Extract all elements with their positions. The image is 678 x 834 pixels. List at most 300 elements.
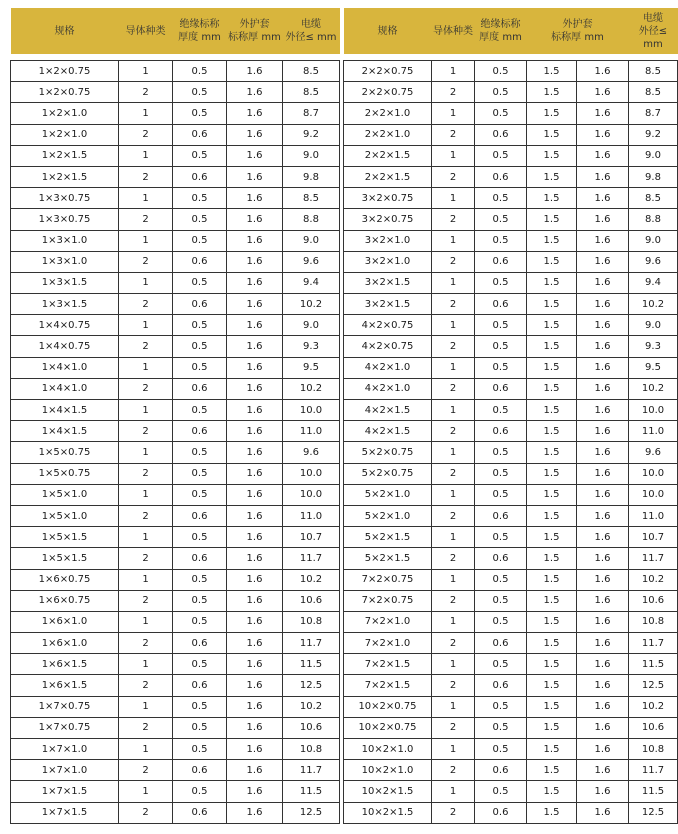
header-sheath-line: 标称厚 mm: [228, 32, 281, 43]
table-cell: 1.6: [227, 696, 283, 717]
table-cell: 7×2×1.0: [344, 611, 432, 632]
table-cell: 7×2×0.75: [344, 590, 432, 611]
header-diameter-line: 电缆: [643, 12, 663, 24]
table-cell: 1.5: [527, 209, 577, 230]
table-cell: 11.7: [283, 760, 340, 781]
table-cell: 10.0: [283, 400, 340, 421]
table-cell: 1: [119, 400, 173, 421]
table-row: [11, 590, 340, 611]
table-cell: 4×2×0.75: [344, 336, 432, 357]
table-cell: 1.6: [227, 294, 283, 315]
table-cell: 8.5: [629, 82, 678, 103]
header-diameter-line: 电缆: [301, 19, 321, 30]
table-cell: 10.0: [629, 484, 678, 505]
table-cell: 1.6: [227, 230, 283, 251]
table-cell: 2×2×1.0: [344, 124, 432, 145]
table-cell: 1×5×1.0: [11, 505, 119, 526]
table-cell: 4×2×1.5: [344, 421, 432, 442]
table-cell: 0.5: [475, 590, 527, 611]
table-cell: 11.5: [283, 781, 340, 802]
table-cell: 0.5: [173, 611, 227, 632]
table-cell: 1: [432, 103, 475, 124]
table-cell: 9.8: [283, 166, 340, 187]
table-row: [11, 654, 340, 675]
table-cell: 2: [432, 294, 475, 315]
table-cell: 1: [119, 781, 173, 802]
table-cell: 1.6: [577, 527, 629, 548]
table-cell: 8.5: [283, 188, 340, 209]
table-cell: 8.8: [629, 209, 678, 230]
table-cell: 11.7: [283, 633, 340, 654]
table-row: [11, 400, 340, 421]
table-row: [344, 336, 678, 357]
table-cell: 11.7: [629, 633, 678, 654]
table-cell: 1×3×1.5: [11, 272, 119, 293]
table-row: [344, 590, 678, 611]
table-row: [11, 61, 340, 82]
table-cell: 11.7: [629, 760, 678, 781]
table-cell: 1.6: [577, 633, 629, 654]
table-cell: 1.6: [227, 336, 283, 357]
table-cell: 1.6: [227, 739, 283, 760]
table-row: [11, 527, 340, 548]
table-row: [344, 166, 678, 187]
table-cell: 1×2×0.75: [11, 61, 119, 82]
table-cell: 1×7×0.75: [11, 696, 119, 717]
table-cell: 2: [119, 505, 173, 526]
table-cell: 2: [432, 633, 475, 654]
table-cell: 1.5: [527, 230, 577, 251]
table-row: [11, 760, 340, 781]
table-cell: 3×2×1.0: [344, 230, 432, 251]
table-cell: 9.2: [629, 124, 678, 145]
table-cell: 1×2×1.0: [11, 124, 119, 145]
table-cell: 2: [119, 717, 173, 738]
table-cell: 10×2×0.75: [344, 717, 432, 738]
table-cell: 1.6: [577, 590, 629, 611]
table-cell: 1×6×0.75: [11, 590, 119, 611]
table-cell: 4×2×0.75: [344, 315, 432, 336]
table-cell: 2: [119, 760, 173, 781]
table-header: [344, 8, 678, 54]
table-cell: 0.5: [475, 61, 527, 82]
table-cell: 0.6: [173, 166, 227, 187]
table-cell: 10.0: [629, 463, 678, 484]
table-cell: 1.6: [577, 484, 629, 505]
table-cell: 1.6: [577, 124, 629, 145]
table-cell: 2: [432, 124, 475, 145]
table-cell: 9.0: [629, 145, 678, 166]
table-cell: 1.6: [227, 633, 283, 654]
table-row: [344, 569, 678, 590]
table-cell: 1.5: [527, 124, 577, 145]
table-cell: 1.6: [577, 378, 629, 399]
table-cell: 1×3×1.0: [11, 251, 119, 272]
table-cell: 1.6: [227, 675, 283, 696]
table-cell: 9.6: [629, 251, 678, 272]
table-cell: 0.6: [173, 760, 227, 781]
table-cell: 0.5: [475, 442, 527, 463]
table-cell: 2: [432, 166, 475, 187]
table-cell: 1.5: [527, 166, 577, 187]
table-cell: 1: [432, 442, 475, 463]
table-cell: 1×6×1.0: [11, 611, 119, 632]
table-cell: 1×5×1.5: [11, 527, 119, 548]
table-cell: 8.7: [283, 103, 340, 124]
table-cell: 0.6: [475, 251, 527, 272]
table-cell: 0.6: [475, 633, 527, 654]
table-row: [11, 781, 340, 802]
table-row: [11, 633, 340, 654]
table-cell: 8.5: [629, 188, 678, 209]
table-cell: 1.6: [227, 463, 283, 484]
table-cell: 10×2×1.5: [344, 781, 432, 802]
table-cell: 8.8: [283, 209, 340, 230]
table-cell: 1: [119, 357, 173, 378]
table-cell: 1.5: [527, 251, 577, 272]
table-cell: 0.5: [173, 484, 227, 505]
table-cell: 1.6: [227, 760, 283, 781]
table-cell: 0.6: [173, 251, 227, 272]
table-cell: 10.2: [283, 569, 340, 590]
table-cell: 1.6: [227, 272, 283, 293]
table-cell: 10.0: [283, 484, 340, 505]
table-cell: 1: [432, 357, 475, 378]
table-cell: 1.5: [527, 272, 577, 293]
table-cell: 0.5: [173, 696, 227, 717]
table-cell: 1×7×0.75: [11, 717, 119, 738]
table-cell: 1.5: [527, 336, 577, 357]
table-cell: 0.5: [173, 145, 227, 166]
table-cell: 0.6: [173, 294, 227, 315]
table-cell: 1×6×1.5: [11, 654, 119, 675]
table-row: [344, 103, 678, 124]
table-cell: 1.5: [527, 675, 577, 696]
table-row: [344, 654, 678, 675]
table-cell: 1.5: [527, 463, 577, 484]
table-cell: 1×7×1.0: [11, 760, 119, 781]
table-row: [344, 421, 678, 442]
table-cell: 10.2: [283, 294, 340, 315]
table-row: [344, 717, 678, 738]
table-cell: 1.5: [527, 421, 577, 442]
table-cell: 0.5: [475, 611, 527, 632]
table-cell: 1.5: [527, 527, 577, 548]
table-cell: 1: [119, 315, 173, 336]
table-cell: 1: [432, 400, 475, 421]
table-cell: 10.2: [629, 378, 678, 399]
table-cell: 1.6: [227, 442, 283, 463]
table-row: [11, 188, 340, 209]
table-cell: 1: [119, 654, 173, 675]
table-cell: 1: [432, 739, 475, 760]
table-cell: 1.5: [527, 590, 577, 611]
table-cell: 10×2×1.0: [344, 760, 432, 781]
table-cell: 8.5: [283, 61, 340, 82]
table-cell: 1.5: [527, 442, 577, 463]
table-row: [344, 145, 678, 166]
table-cell: 1.5: [527, 505, 577, 526]
table-cell: 1.5: [527, 484, 577, 505]
table-cell: 1: [119, 188, 173, 209]
table-cell: 1×2×1.5: [11, 145, 119, 166]
table-cell: 0.6: [173, 802, 227, 823]
header-insulation: [173, 8, 227, 54]
table-cell: 1×4×0.75: [11, 315, 119, 336]
table-cell: 1: [119, 611, 173, 632]
table-cell: 0.6: [475, 675, 527, 696]
table-cell: 1: [432, 188, 475, 209]
table-cell: 0.5: [475, 357, 527, 378]
table-cell: 10.0: [283, 463, 340, 484]
table-row: [11, 802, 340, 823]
table-cell: 10.2: [283, 378, 340, 399]
table-cell: 0.6: [173, 675, 227, 696]
header-insulation-line: 绝缘标称: [179, 19, 220, 30]
table-cell: 4×2×1.0: [344, 378, 432, 399]
table-row: [11, 378, 340, 399]
table-cell: 1.5: [527, 357, 577, 378]
table-cell: 0.5: [173, 590, 227, 611]
table-cell: 9.2: [283, 124, 340, 145]
table-row: [344, 527, 678, 548]
table-cell: 0.5: [475, 188, 527, 209]
table-cell: 1.5: [527, 696, 577, 717]
table-cell: 3×2×0.75: [344, 209, 432, 230]
table-cell: 1.6: [577, 463, 629, 484]
header-spec-line: 规格: [54, 25, 75, 37]
table-cell: 4×2×1.5: [344, 400, 432, 421]
header-insulation-line: 厚度 mm: [479, 32, 522, 43]
table-cell: 1.6: [227, 251, 283, 272]
table-cell: 0.6: [173, 124, 227, 145]
table-cell: 1.5: [527, 802, 577, 823]
header-conductor: [119, 8, 173, 54]
table-cell: 1.5: [527, 760, 577, 781]
table-cell: 1.6: [577, 548, 629, 569]
table-row: [344, 188, 678, 209]
table-cell: 1.6: [227, 82, 283, 103]
table-cell: 0.5: [475, 400, 527, 421]
table-cell: 1: [432, 145, 475, 166]
table-cell: 10.2: [629, 294, 678, 315]
table-cell: 1×3×1.0: [11, 230, 119, 251]
table-cell: 9.0: [283, 230, 340, 251]
table-row: [344, 251, 678, 272]
table-row: [344, 294, 678, 315]
header-conductor-line: 导体种类: [125, 25, 166, 37]
table-cell: 1: [119, 442, 173, 463]
table-cell: 10×2×1.5: [344, 802, 432, 823]
table-cell: 1.6: [227, 781, 283, 802]
table-cell: 0.5: [173, 717, 227, 738]
table-row: [11, 421, 340, 442]
table-cell: 2: [432, 505, 475, 526]
table-row: [11, 272, 340, 293]
table-cell: 2: [432, 82, 475, 103]
table-cell: 1.6: [577, 294, 629, 315]
table-cell: 2: [432, 251, 475, 272]
table-cell: 1.5: [527, 378, 577, 399]
table-cell: 2: [119, 548, 173, 569]
spec-table-right: [343, 8, 678, 824]
table-cell: 1.5: [527, 611, 577, 632]
table-row: [344, 230, 678, 251]
table-cell: 0.5: [173, 781, 227, 802]
header-insulation-line: 厚度 mm: [178, 32, 221, 43]
table-cell: 7×2×1.5: [344, 654, 432, 675]
table-cell: 1.6: [227, 209, 283, 230]
table-cell: 8.5: [629, 61, 678, 82]
header-spec-line: 规格: [377, 25, 398, 37]
table-cell: 11.5: [629, 654, 678, 675]
table-cell: 0.6: [173, 421, 227, 442]
table-cell: 1.6: [227, 527, 283, 548]
table-cell: 1: [432, 569, 475, 590]
table-row: [344, 633, 678, 654]
table-row: [344, 802, 678, 823]
table-cell: 3×2×1.5: [344, 272, 432, 293]
table-cell: 1.6: [227, 505, 283, 526]
table-cell: 1.6: [227, 569, 283, 590]
table-cell: 0.5: [173, 569, 227, 590]
table-cell: 0.5: [475, 527, 527, 548]
table-cell: 0.5: [475, 315, 527, 336]
table-cell: 0.6: [173, 548, 227, 569]
table-cell: 9.0: [283, 145, 340, 166]
table-cell: 0.5: [475, 739, 527, 760]
table-cell: 10.6: [629, 590, 678, 611]
table-cell: 1: [119, 696, 173, 717]
table-row: [11, 484, 340, 505]
table-cell: 1.6: [227, 717, 283, 738]
table-cell: 1.6: [577, 696, 629, 717]
table-cell: 0.6: [475, 548, 527, 569]
table-row: [11, 145, 340, 166]
table-cell: 0.6: [173, 505, 227, 526]
table-cell: 0.5: [173, 188, 227, 209]
table-row: [344, 400, 678, 421]
table-cell: 1: [119, 272, 173, 293]
table-cell: 9.0: [283, 315, 340, 336]
table-cell: 2: [119, 294, 173, 315]
table-cell: 2: [119, 124, 173, 145]
table-cell: 1×3×0.75: [11, 209, 119, 230]
table-cell: 1.6: [577, 421, 629, 442]
table-cell: 0.5: [475, 484, 527, 505]
table-cell: 1.6: [577, 781, 629, 802]
table-cell: 1.6: [227, 611, 283, 632]
table-cell: 1×4×1.5: [11, 421, 119, 442]
table-cell: 1.6: [577, 61, 629, 82]
table-cell: 1: [119, 230, 173, 251]
table-cell: 1×7×1.5: [11, 802, 119, 823]
table-cell: 9.8: [629, 166, 678, 187]
table-cell: 5×2×1.0: [344, 484, 432, 505]
table-cell: 12.5: [283, 675, 340, 696]
table-cell: 10.2: [629, 569, 678, 590]
table-cell: 1.6: [577, 357, 629, 378]
table-cell: 12.5: [283, 802, 340, 823]
table-cell: 1.5: [527, 739, 577, 760]
table-cell: 2: [432, 760, 475, 781]
table-cell: 1.6: [577, 103, 629, 124]
table-cell: 1.6: [227, 124, 283, 145]
table-cell: 9.0: [629, 315, 678, 336]
table-cell: 1: [432, 61, 475, 82]
table-cell: 1×2×1.5: [11, 166, 119, 187]
table-cell: 1: [432, 611, 475, 632]
table-cell: 2: [119, 209, 173, 230]
table-row: [344, 781, 678, 802]
table-cell: 1.6: [577, 209, 629, 230]
table-row: [344, 696, 678, 717]
table-cell: 0.5: [173, 654, 227, 675]
table-cell: 0.5: [475, 82, 527, 103]
table-cell: 0.5: [475, 103, 527, 124]
table-cell: 0.6: [475, 505, 527, 526]
table-row: [344, 357, 678, 378]
table-cell: 9.5: [283, 357, 340, 378]
table-cell: 1.6: [577, 802, 629, 823]
table-cell: 0.5: [475, 209, 527, 230]
header-row: [11, 8, 340, 54]
table-cell: 0.5: [173, 209, 227, 230]
table-row: [344, 378, 678, 399]
table-cell: 2: [432, 675, 475, 696]
table-cell: 1.6: [227, 378, 283, 399]
table-row: [11, 739, 340, 760]
header-conductor-line: 导体种类: [433, 25, 473, 37]
table-cell: 10.7: [283, 527, 340, 548]
table-cell: 2: [119, 378, 173, 399]
table-cell: 1.6: [227, 548, 283, 569]
table-row: [344, 124, 678, 145]
table-cell: 10.0: [629, 400, 678, 421]
table-cell: 1.6: [227, 400, 283, 421]
table-cell: 8.7: [629, 103, 678, 124]
table-cell: 1.5: [527, 103, 577, 124]
table-cell: 1.6: [577, 145, 629, 166]
table-cell: 0.5: [173, 739, 227, 760]
table-row: [11, 675, 340, 696]
table-cell: 5×2×1.5: [344, 527, 432, 548]
table-cell: 11.7: [283, 548, 340, 569]
table-cell: 1.6: [227, 145, 283, 166]
table-cell: 1.6: [577, 400, 629, 421]
table-cell: 2: [119, 336, 173, 357]
table-row: [11, 696, 340, 717]
table-cell: 2: [432, 717, 475, 738]
table-row: [11, 717, 340, 738]
table-cell: 1×2×0.75: [11, 82, 119, 103]
table-cell: 2: [432, 378, 475, 399]
table-cell: 2: [432, 336, 475, 357]
table-cell: 0.6: [475, 421, 527, 442]
table-cell: 1×6×1.5: [11, 675, 119, 696]
table-cell: 1.6: [577, 611, 629, 632]
table-cell: 11.7: [629, 548, 678, 569]
table-cell: 2×2×1.5: [344, 166, 432, 187]
table-cell: 11.0: [283, 421, 340, 442]
table-row: [11, 166, 340, 187]
table-body: [11, 54, 340, 823]
table-cell: 1.6: [577, 336, 629, 357]
table-cell: 1.6: [577, 675, 629, 696]
table-cell: 7×2×1.5: [344, 675, 432, 696]
table-cell: 5×2×1.5: [344, 548, 432, 569]
table-cell: 7×2×1.0: [344, 633, 432, 654]
